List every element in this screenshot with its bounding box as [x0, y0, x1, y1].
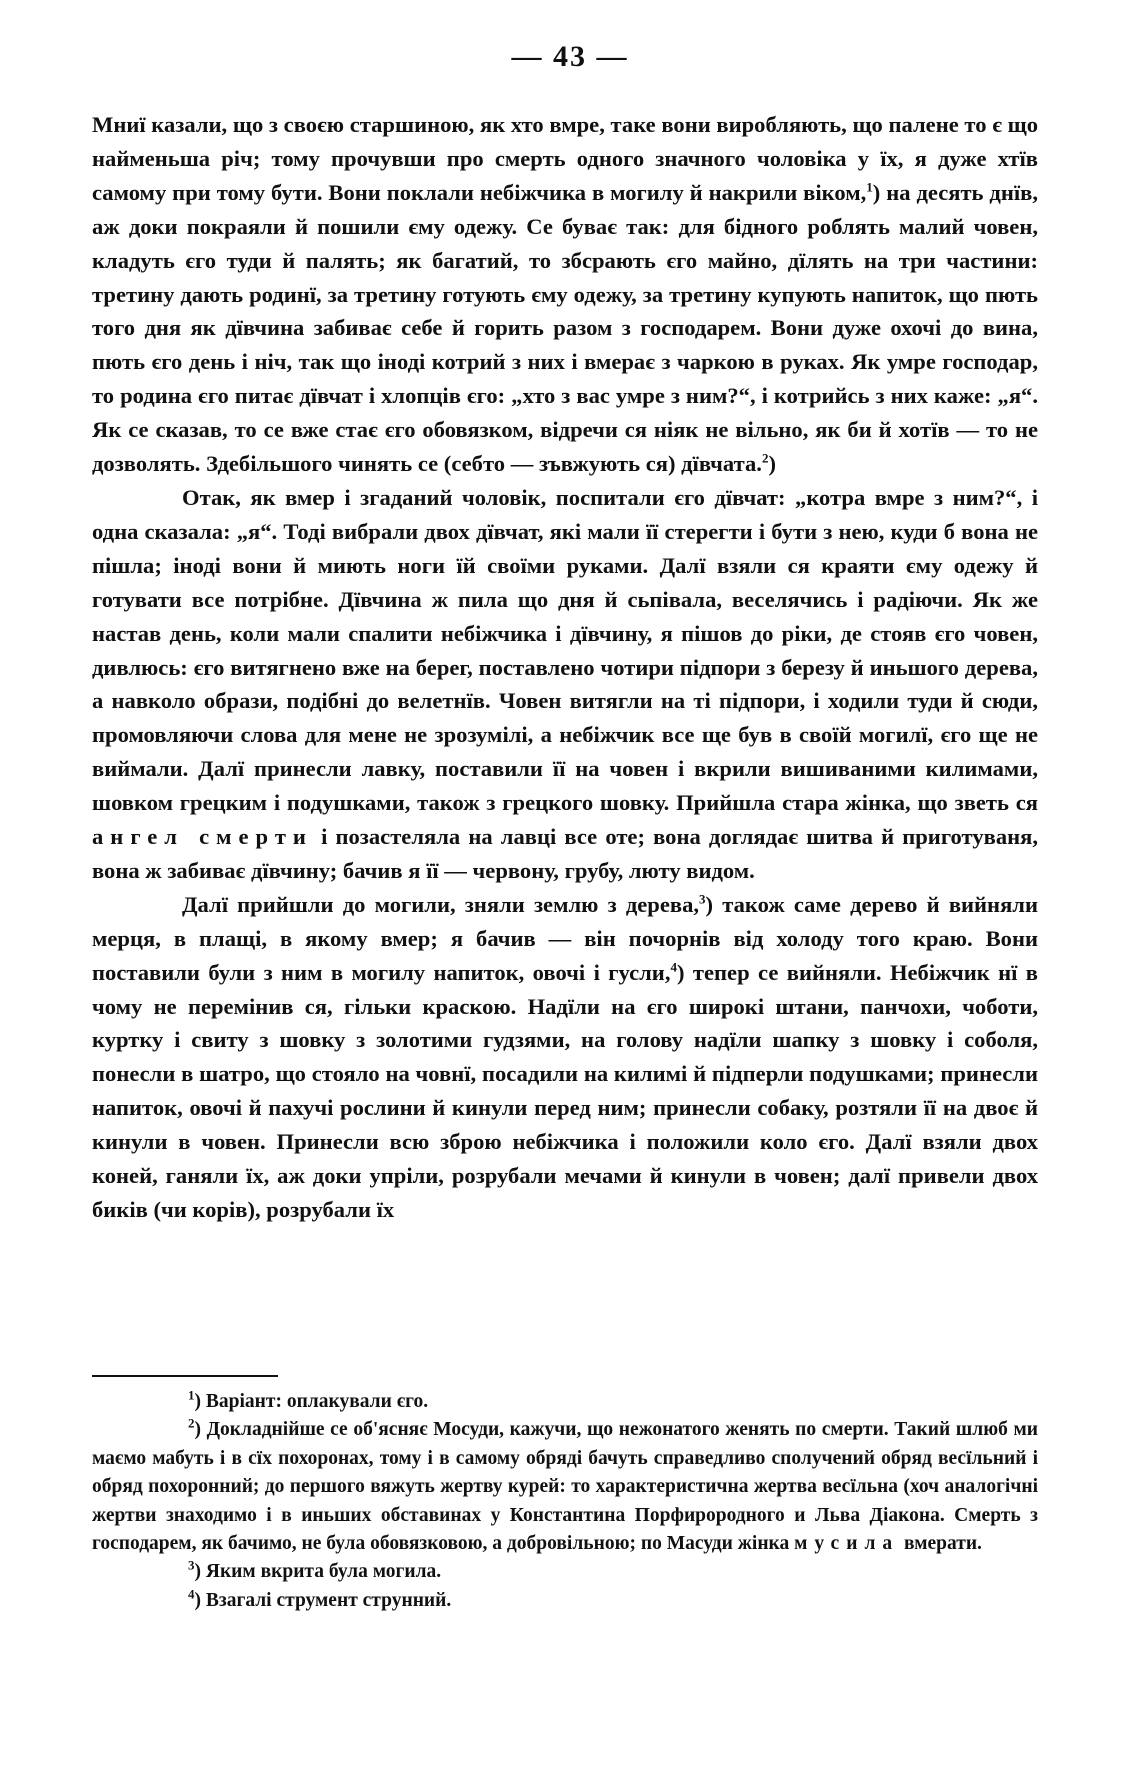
- paragraph-2-text-b: і позастеляла на лавці все оте; вона доглядає шитва й приготуваня, вона ж забиває дївчину; бачив я її — червону, грубу, люту видом.: [92, 824, 1038, 883]
- footnote-2-spaced-word: мусила: [794, 1533, 900, 1555]
- footnote-2-tail: вмерати.: [899, 1533, 982, 1555]
- body-text: [92, 108, 1038, 1227]
- footnote-4-text: ) Взагалі струмент струнний.: [194, 1589, 452, 1611]
- paragraph-1: [92, 108, 1038, 481]
- footnote-4: [92, 1587, 1038, 1615]
- footnote-divider: [92, 1375, 278, 1377]
- footnote-1: [92, 1388, 1038, 1416]
- footnote-2-mark: 2: [188, 1415, 195, 1431]
- paragraph-2-text-a: Отак, як вмер і згаданий чоловік, поспитали єго дївчат: „котра вмре з ним?“, і одна сказала: „я“. Тоді вибрали двох дївчат, які мали її стерегти і бути з нею, куди б вона не пішла; іноді вони й миють ноги їй своїми руками. Далї взяли ся краяти єму одежу й готувати все потрібне. Дївчина ж пила що дня й сьпівала, веселячись і радіючи. Як же настав день, коли мали спалити небіжчика і дївчину, я пішов до ріки, де стояв єго човен, дивлюсь: єго витягнено вже на берег, поставлено чотири підпори з березу й иньшого дерева, а навколо образи, подібні до велетнїв. Човен витягли на ті підпори, і ходили туди й сюди, промовляючи слова для мене не зрозумілі, а небіжчик все ще був в своїй могилї, єго ще не виймали. Далї принесли лавку, поставили її на човен і вкрили вишиваними килимами, шовком грецким і подушками, також з грецкого шовку. Прийшла стара жінка, що зветь ся: [92, 484, 1038, 816]
- footnote-ref-1: 1: [866, 179, 873, 195]
- footnote-3: [92, 1558, 1038, 1586]
- paragraph-3-text-c: ) тепер се вийняли. Небіжчик нї в чому не перемінив ся, гільки краскою. Надїли на єго широкі штани, панчохи, чоботи, куртку і свиту з шовку з золотими гудзями, на голову надїли шапку з шовку і соболя, понесли в шатро, що стояло на човнї, посадили на килимі й підперли подушками; принесли напиток, овочі й пахучі рослини й кинули перед ним; принесли собаку, розтяли її на двоє й кинули в човен. Принесли всю зброю небіжчика і положили коло єго. Далї взяли двох коней, ганяли їх, аж доки упріли, розрубали мечами й кинули в човен; далї привели двох биків (чи корів), розрубали їх: [92, 959, 1039, 1222]
- footnote-3-text: ) Яким вкрита була могила.: [194, 1561, 442, 1583]
- footnotes: [92, 1388, 1038, 1615]
- footnote-ref-3: 3: [699, 891, 706, 907]
- paragraph-3-text-b: ) також саме дерево й вийняли мерця, в плащі, в якому вмер; я бачив — він почорнів від холоду того краю. Вони поставили були з ним в могилу напиток, овочі і гусли,: [92, 891, 1038, 985]
- paragraph-2-spaced-term: ангел смерти: [92, 824, 313, 850]
- paragraph-1-text-a: Мниї казали, що з своєю старшиною, як хто вмре, таке вони виробляють, що палене то є що найменьша річ; тому прочувши про смерть одного значного чоловіка у їх, я дуже хтїв самому при тому бути. Вони поклали небіжчика в могилу й накрили віком,: [92, 112, 1038, 205]
- footnote-1-mark: 1: [188, 1387, 195, 1403]
- paragraph-3: [92, 888, 1038, 1227]
- paragraph-1-text-b: ) на десять днїв, аж доки покраяли й пошили єму одежу. Се буває так: для бідного роблять малий човен, кладуть єго туди й палять; як багатий, то збсрають єго майно, дїлять на три частини: третину дають родинї, за третину готують єму одежу, за третину купують напиток, що пють того дня як дївчина забиває себе й горить разом з господарем. Вони дуже охочі до вина, пють єго день і ніч, так що іноді котрий з них і вмерає з чаркою в руках. Як умре господар, то родина єго питає дївчат і хлопців єго: „хто з вас умре з ним?“, і котрийсь з них каже: „я“. Як се сказав, то се вже стає єго обовязком, відречи ся ніяк не вільно, як би й хотїв — то не дозволять. Здебільшого чинять се (себто — зъвжують ся) дївчата.: [92, 179, 1038, 477]
- footnote-ref-2: 2: [761, 450, 769, 466]
- footnote-ref-4: 4: [670, 959, 677, 975]
- paragraph-1-text-c: ): [768, 451, 776, 477]
- footnote-2-text: ) Докладнійше се об'ясняє Мосуди, кажучи, що нежонатого женять по смерти. Такий шлюб ми маємо мабуть і в сїх похоронах, тому і в самому обряді бачуть справедливо сполучений обряд весїльний і обряд похоронний; до першого вяжуть жертву курей: то характеристична жертва весїльна (хоч аналогічні жертви знаходимо і в иньших обставинах у Константина Порфирородного и Льва Діакона. Смерть з господарем, як бачимо, не була обовязковою, а добровільною; по Масуди жінка: [92, 1419, 1038, 1555]
- footnote-4-mark: 4: [188, 1586, 195, 1602]
- paragraph-2: [92, 481, 1038, 888]
- page-number: — 43 —: [511, 40, 629, 73]
- footnote-3-mark: 3: [188, 1557, 195, 1573]
- paragraph-3-text-a: Далї прийшли до могили, зняли землю з дерева,: [182, 891, 700, 917]
- footnote-1-text: ) Варіант: оплакували єго.: [194, 1391, 429, 1412]
- footnote-2: [92, 1416, 1038, 1558]
